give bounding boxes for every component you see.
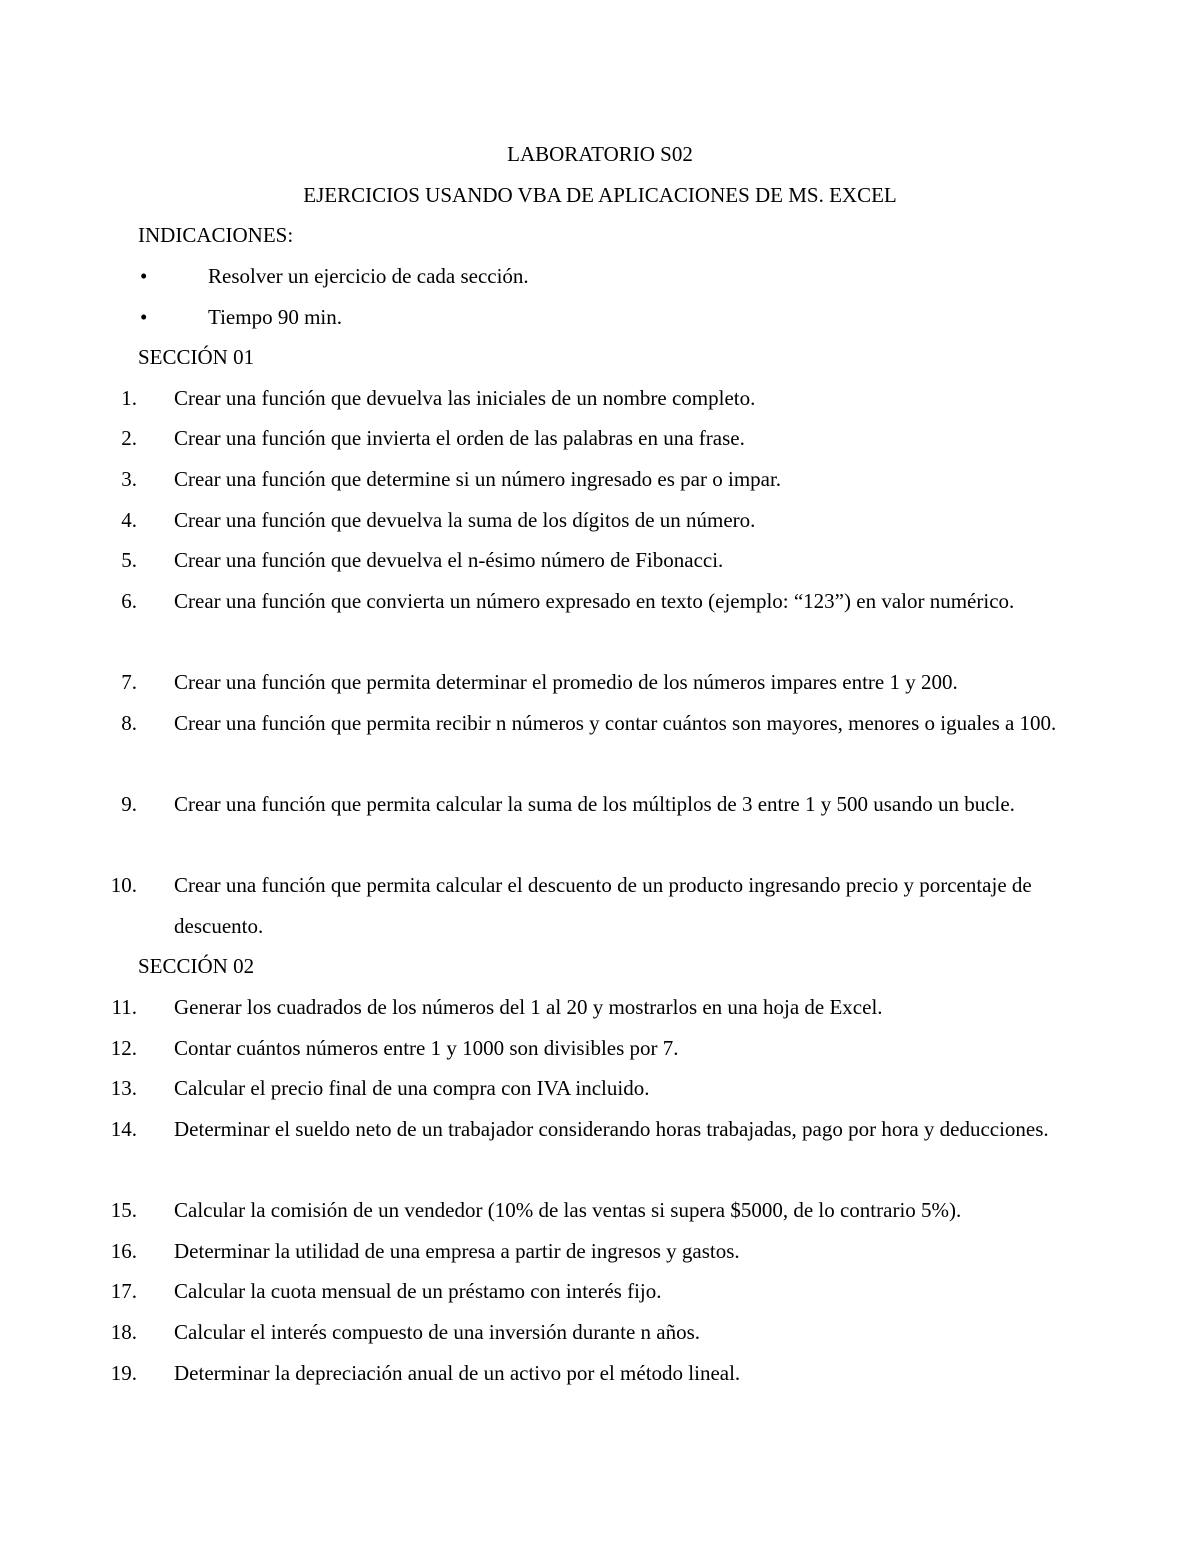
list-item-number: 14. <box>110 1117 137 1141</box>
list-item-number: 4. <box>121 508 137 532</box>
list-item-number: 11. <box>111 995 137 1019</box>
list-item-text: Contar cuántos números entre 1 y 1000 son divisibles por 7. <box>174 1036 679 1060</box>
list-item-text: Crear una función que convierta un número expresado en texto (ejemplo: “123”) en valor numérico. <box>174 589 1015 613</box>
list-item-number: 8. <box>121 711 137 735</box>
bullet-icon: • <box>140 305 148 329</box>
list-item-text: Crear una función que devuelva el n-ésimo número de Fibonacci. <box>174 548 724 572</box>
bullet-icon: • <box>140 264 148 288</box>
list-item-number: 13. <box>110 1076 137 1100</box>
list-item-text: Crear una función que permita calcular el descuento de un producto ingresando precio y porcentaje de descuento. <box>174 873 1032 938</box>
indication-text: Tiempo 90 min. <box>208 305 342 329</box>
list-item-number: 5. <box>121 548 137 572</box>
list-item-number: 6. <box>121 589 137 613</box>
list-item-text: Calcular el interés compuesto de una inversión durante n años. <box>174 1320 701 1344</box>
list-item-text: Crear una función que devuelva las iniciales de un nombre completo. <box>174 386 756 410</box>
indication-item <box>0 261 1200 291</box>
list-item-text: Determinar la utilidad de una empresa a partir de ingresos y gastos. <box>174 1239 740 1263</box>
list-item-text: Crear una función que invierta el orden de las palabras en una frase. <box>174 426 745 450</box>
list-item-text: Calcular la cuota mensual de un préstamo con interés fijo. <box>174 1279 662 1303</box>
list-item-number: 17. <box>110 1279 137 1303</box>
list-item-number: 12. <box>110 1036 137 1060</box>
list-item-text: Crear una función que permita determinar el promedio de los números impares entre 1 y 200. <box>174 670 958 694</box>
section-02-heading: SECCIÓN 02 <box>138 954 255 978</box>
list-item-number: 1. <box>121 386 137 410</box>
list-item-text: Determinar el sueldo neto de un trabajador considerando horas trabajadas, pago por hora y deducciones. <box>174 1117 1049 1141</box>
list-item-number: 2. <box>121 426 137 450</box>
list-item-text: Crear una función que devuelva la suma de los dígitos de un número. <box>174 508 756 532</box>
list-item-number: 15. <box>110 1198 137 1222</box>
list-item-text: Calcular el precio final de una compra con IVA incluido. <box>174 1076 650 1100</box>
indications-heading: INDICACIONES: <box>138 223 294 247</box>
list-item-number: 10. <box>110 873 137 897</box>
list-item-number: 18. <box>110 1320 137 1344</box>
list-item-text: Determinar la depreciación anual de un activo por el método lineal. <box>174 1361 741 1385</box>
list-item-number: 19. <box>110 1361 137 1385</box>
indication-text: Resolver un ejercicio de cada sección. <box>208 264 529 288</box>
list-item-text: Crear una función que permita calcular la suma de los múltiplos de 3 entre 1 y 500 usando un bucle. <box>174 792 1015 816</box>
list-item-number: 3. <box>121 467 137 491</box>
list-item-text: Generar los cuadrados de los números del 1 al 20 y mostrarlos en una hoja de Excel. <box>174 995 883 1019</box>
list-item-text: Crear una función que determine si un número ingresado es par o impar. <box>174 467 782 491</box>
indication-item <box>0 302 1200 332</box>
section-01-heading: SECCIÓN 01 <box>138 345 255 369</box>
list-item-text: Crear una función que permita recibir n números y contar cuántos son mayores, menores o iguales a 100. <box>174 711 1057 735</box>
list-item-number: 16. <box>110 1239 137 1263</box>
document-subtitle: EJERCICIOS USANDO VBA DE APLICACIONES DE MS. EXCEL <box>303 183 897 207</box>
list-item-number: 9. <box>121 792 137 816</box>
list-item-number: 7. <box>121 670 137 694</box>
document-title: LABORATORIO S02 <box>507 142 693 166</box>
list-item-text: Calcular la comisión de un vendedor (10% de las ventas si supera $5000, de lo contrario 5%). <box>174 1198 962 1222</box>
